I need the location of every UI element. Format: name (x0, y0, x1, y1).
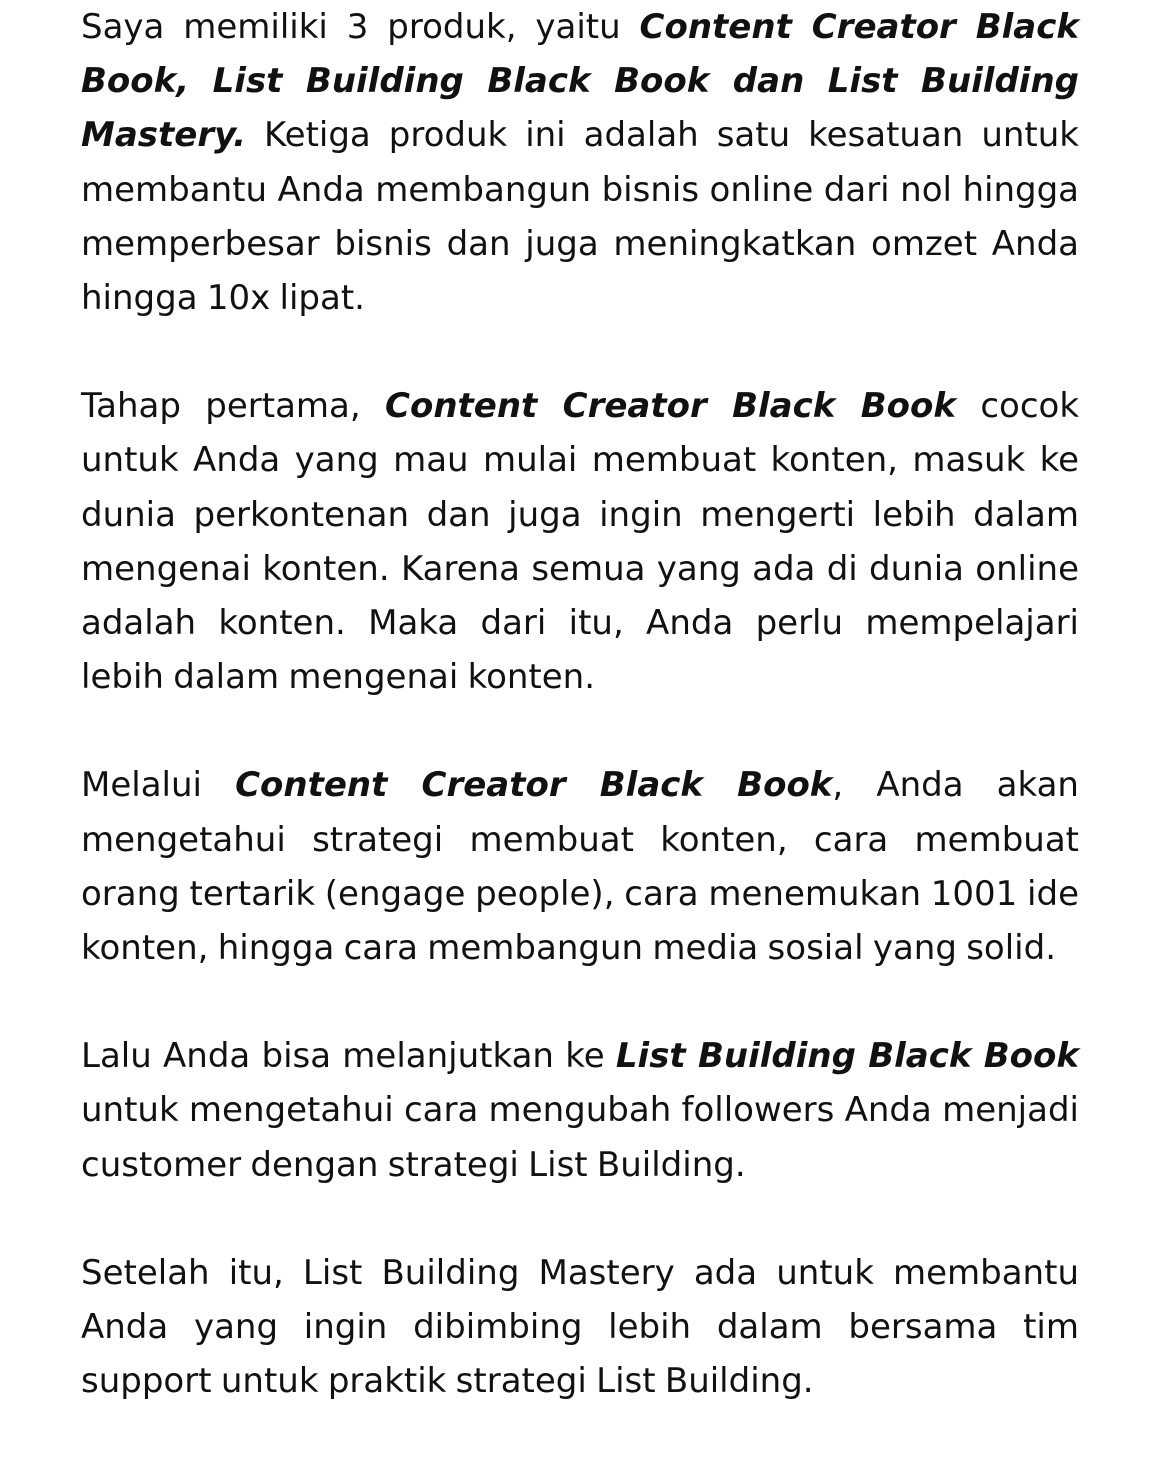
product-name-emphasis: Content Creator Black Book (235, 765, 833, 806)
document-body (81, 0, 1079, 1408)
product-names-emphasis: Content Creator Black Book, List Building Black Book dan List Building Mastery. (81, 7, 1080, 156)
paragraph-text: untuk mengetahui cara mengubah followers Anda menjadi customer dengan strategi List Building. (81, 1090, 1079, 1185)
paragraph-list-building-mastery (81, 1246, 1079, 1409)
paragraph-products-intro (81, 0, 1079, 325)
paragraph-text: Ketiga produk ini adalah satu kesatuan untuk membantu Anda membangun bisnis online dari nol hingga memperbesar bisnis dan juga meningkatkan omzet Anda hingga 10x lipat. (81, 115, 1079, 319)
paragraph-first-stage (81, 379, 1079, 704)
paragraph-text: Lalu Anda bisa melanjutkan ke (81, 1036, 616, 1077)
paragraph-list-building-black-book (81, 1029, 1079, 1192)
paragraph-text: Melalui (81, 765, 236, 806)
paragraph-text: Setelah itu, List Building Mastery ada untuk membantu Anda yang ingin dibimbing lebih dalam bersama tim support untuk praktik strategi List Building. (81, 1252, 1079, 1402)
product-name-emphasis: List Building Black Book (615, 1036, 1079, 1077)
paragraph-content-creator-details (81, 758, 1079, 975)
paragraph-text: Tahap pertama, (81, 386, 386, 427)
paragraph-text: Saya memiliki 3 produk, yaitu (81, 7, 640, 47)
product-name-emphasis: Content Creator Black Book (385, 386, 956, 427)
paragraph-text: cocok untuk Anda yang mau mulai membuat konten, masuk ke dunia perkontenan dan juga ingin mengerti lebih dalam mengenai konten. Karena semua yang ada di dunia online adalah konten. Maka dari itu, Anda perlu mempelajari lebih dalam mengenai konten. (81, 386, 1080, 698)
paragraph-text: , Anda akan mengetahui strategi membuat konten, cara membuat orang tertarik (engage people), cara menemukan 1001 ide konten, hingga cara membangun media sosial yang solid. (81, 765, 1079, 969)
